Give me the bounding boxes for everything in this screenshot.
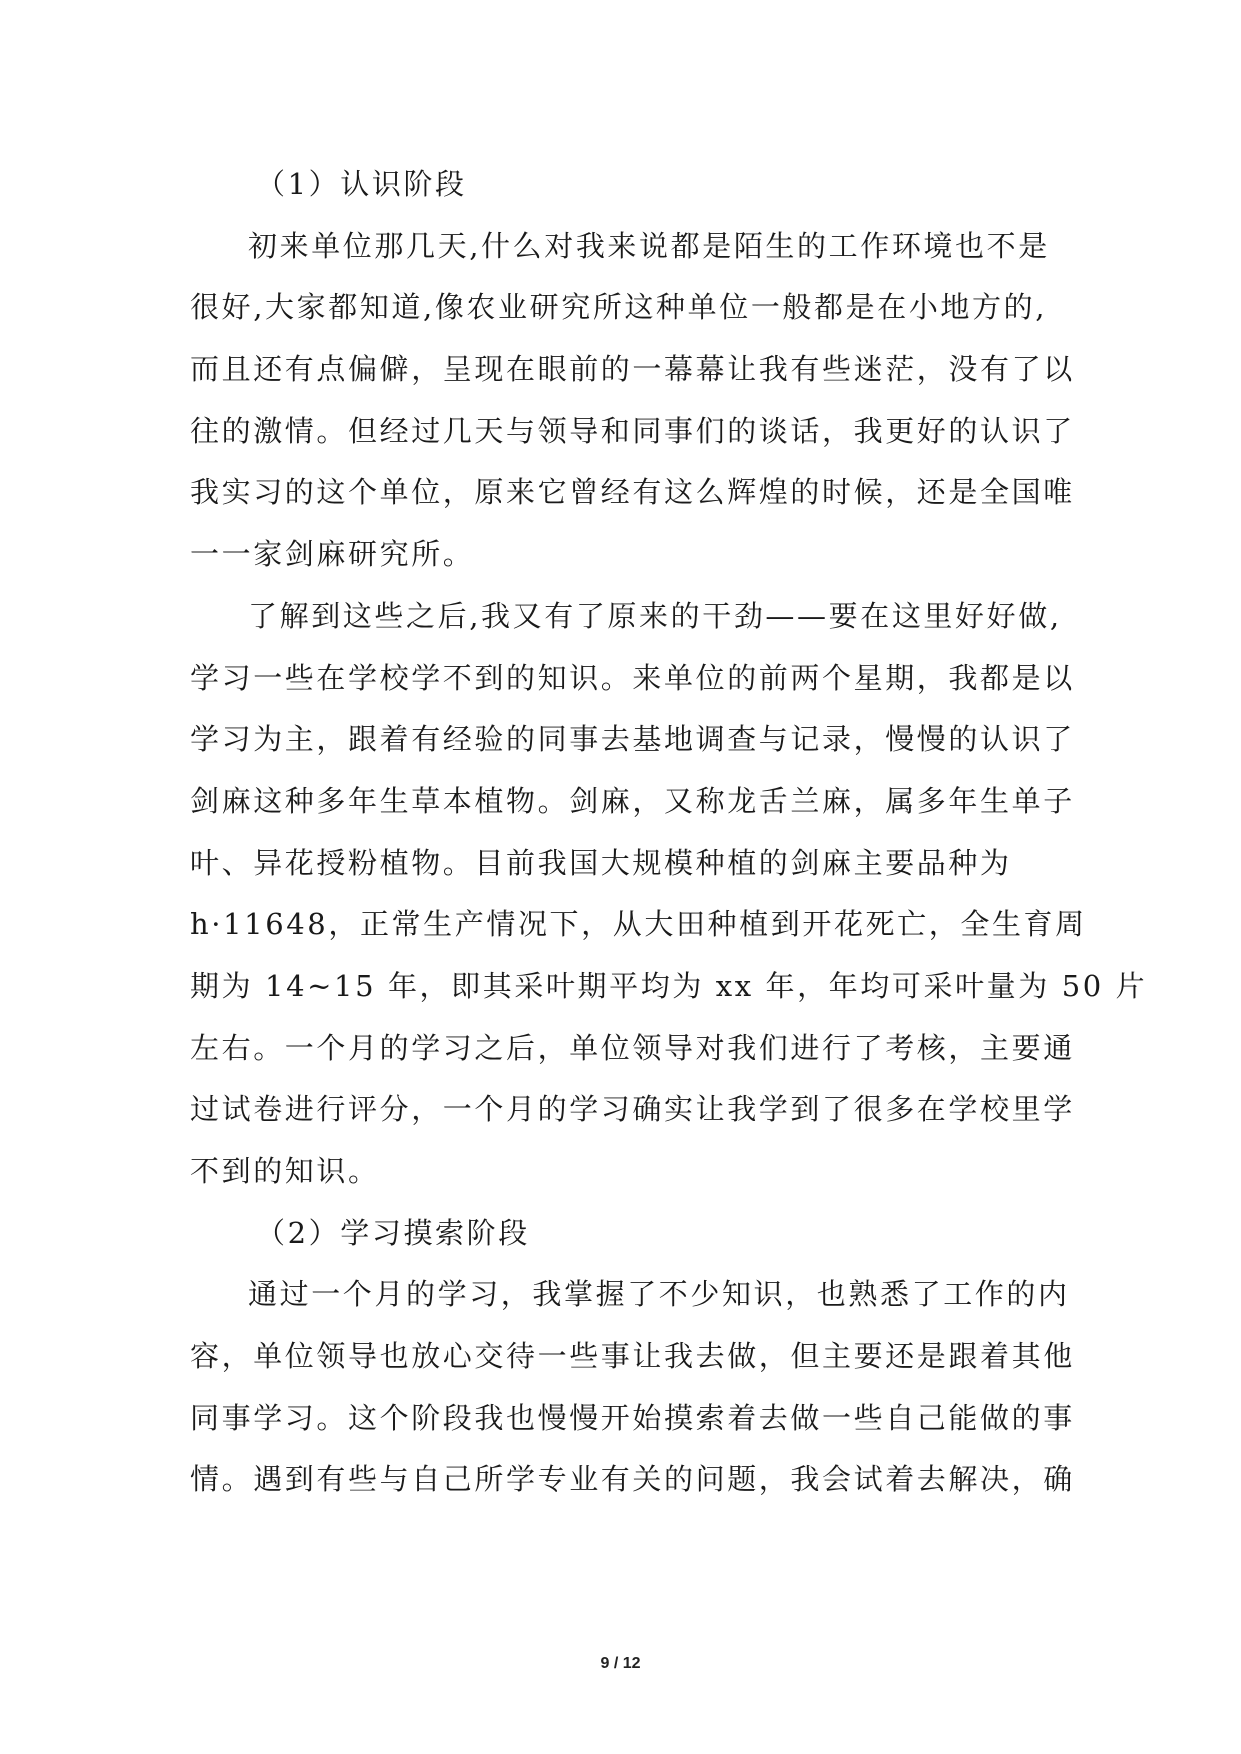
paragraph-line: 情。遇到有些与自己所学专业有关的问题，我会试着去解决，确 [190, 1462, 1075, 1497]
paragraph-line: 往的激情。但经过几天与领导和同事们的谈话，我更好的认识了 [190, 413, 1075, 448]
paragraph-line: 期为 14~15 年，即其采叶期平均为 xx 年，年均可采叶量为 50 片 [190, 968, 1148, 1003]
paragraph-line: 一一家剑麻研究所。 [190, 537, 475, 572]
paragraph-line: 左右。一个月的学习之后，单位领导对我们进行了考核，主要通 [190, 1030, 1075, 1065]
paragraph-line: 而且还有点偏僻，呈现在眼前的一幕幕让我有些迷茫，没有了以 [190, 352, 1075, 387]
paragraph-line: 很好,大家都知道,像农业研究所这种单位一般都是在小地方的, [190, 290, 1048, 325]
paragraph-line: 叶、异花授粉植物。目前我国大规模种植的剑麻主要品种为 [190, 845, 1012, 880]
paragraph-line: 初来单位那几天,什么对我来说都是陌生的工作环境也不是 [248, 228, 1050, 263]
section-heading-1: （1）认识阶段 [256, 167, 467, 201]
page-number: 9 / 12 [600, 1655, 641, 1672]
paragraph-line: 剑麻这种多年生草本植物。剑麻，又称龙舌兰麻，属多年生单子 [190, 783, 1075, 818]
paragraph-line: h·11648，正常生产情况下，从大田种植到开花死亡，全生育周 [190, 907, 1087, 942]
paragraph-line: 了解到这些之后,我又有了原来的干劲——要在这里好好做, [248, 598, 1062, 633]
document-body [190, 154, 1148, 1511]
paragraph-line: 我实习的这个单位，原来它曾经有这么辉煌的时候，还是全国唯 [190, 475, 1075, 510]
paragraph-line: 学习为主，跟着有经验的同事去基地调查与记录，慢慢的认识了 [190, 722, 1075, 757]
section-heading-2: （2）学习摸索阶段 [256, 1215, 530, 1250]
paragraph-line: 同事学习。这个阶段我也慢慢开始摸索着去做一些自己能做的事 [190, 1400, 1075, 1435]
paragraph-line: 过试卷进行评分，一个月的学习确实让我学到了很多在学校里学 [190, 1092, 1075, 1127]
paragraph-line: 学习一些在学校学不到的知识。来单位的前两个星期，我都是以 [190, 660, 1075, 695]
paragraph-line: 不到的知识。 [190, 1154, 380, 1188]
paragraph-line: 通过一个月的学习，我掌握了不少知识，也熟悉了工作的内 [248, 1277, 1070, 1312]
paragraph-line: 容，单位领导也放心交待一些事让我去做，但主要还是跟着其他 [190, 1339, 1075, 1374]
